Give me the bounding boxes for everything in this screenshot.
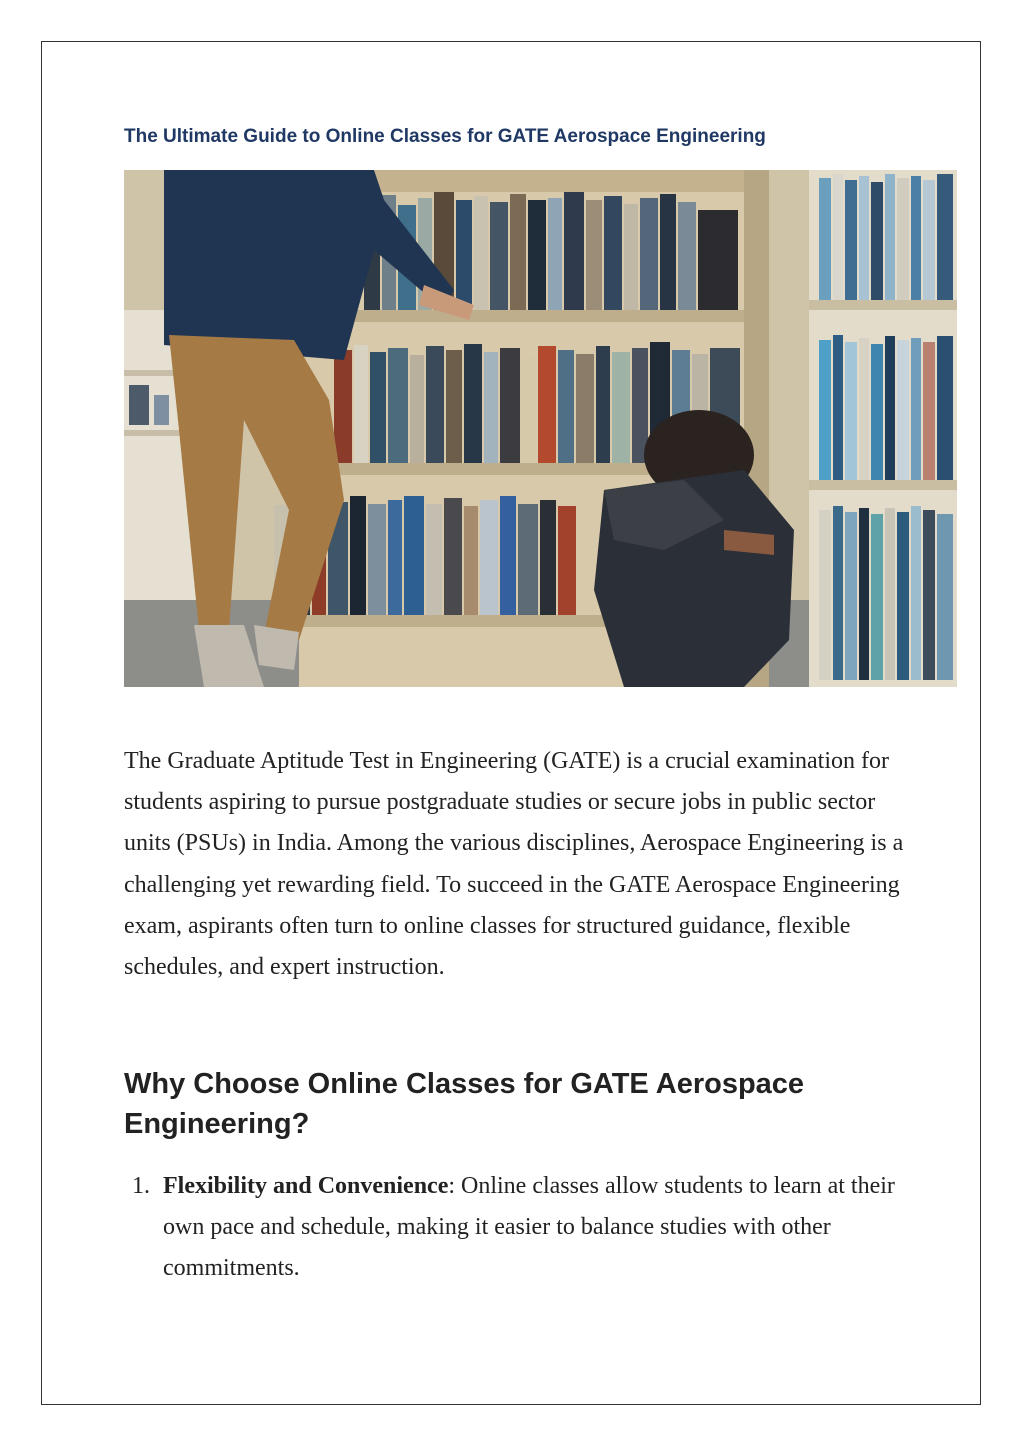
list-item [124, 1166, 924, 1290]
reasons-list [124, 1166, 924, 1290]
list-item-term: Flexibility and Convenience [163, 1173, 449, 1199]
library-photo [124, 170, 957, 687]
list-item-number: 1. [132, 1173, 150, 1199]
library-photo-icon [124, 170, 957, 687]
list-item-separator: : [448, 1173, 456, 1199]
right-shelf-books [819, 174, 953, 680]
document-title: The Ultimate Guide to Online Classes for GATE Aerospace Engineering [124, 126, 766, 147]
intro-paragraph: The Graduate Aptitude Test in Engineering (GATE) is a crucial examination for students aspiring to pursue postgraduate studies or secure jobs in public sector units (PSUs) in India. Among the various disciplines, Aerospace Engineering is a challenging yet rewarding field. To succeed in the GATE Aerospace Engineering exam, aspirants often turn to online classes for structured guidance, flexible schedules, and expert instruction. [124, 748, 904, 981]
list-item-text: Online classes allow students to learn at their own pace and schedule, making it easier to balance studies with other commitments. [163, 1173, 895, 1282]
section-heading: Why Choose Online Classes for GATE Aerospace Engineering? [124, 1068, 805, 1140]
